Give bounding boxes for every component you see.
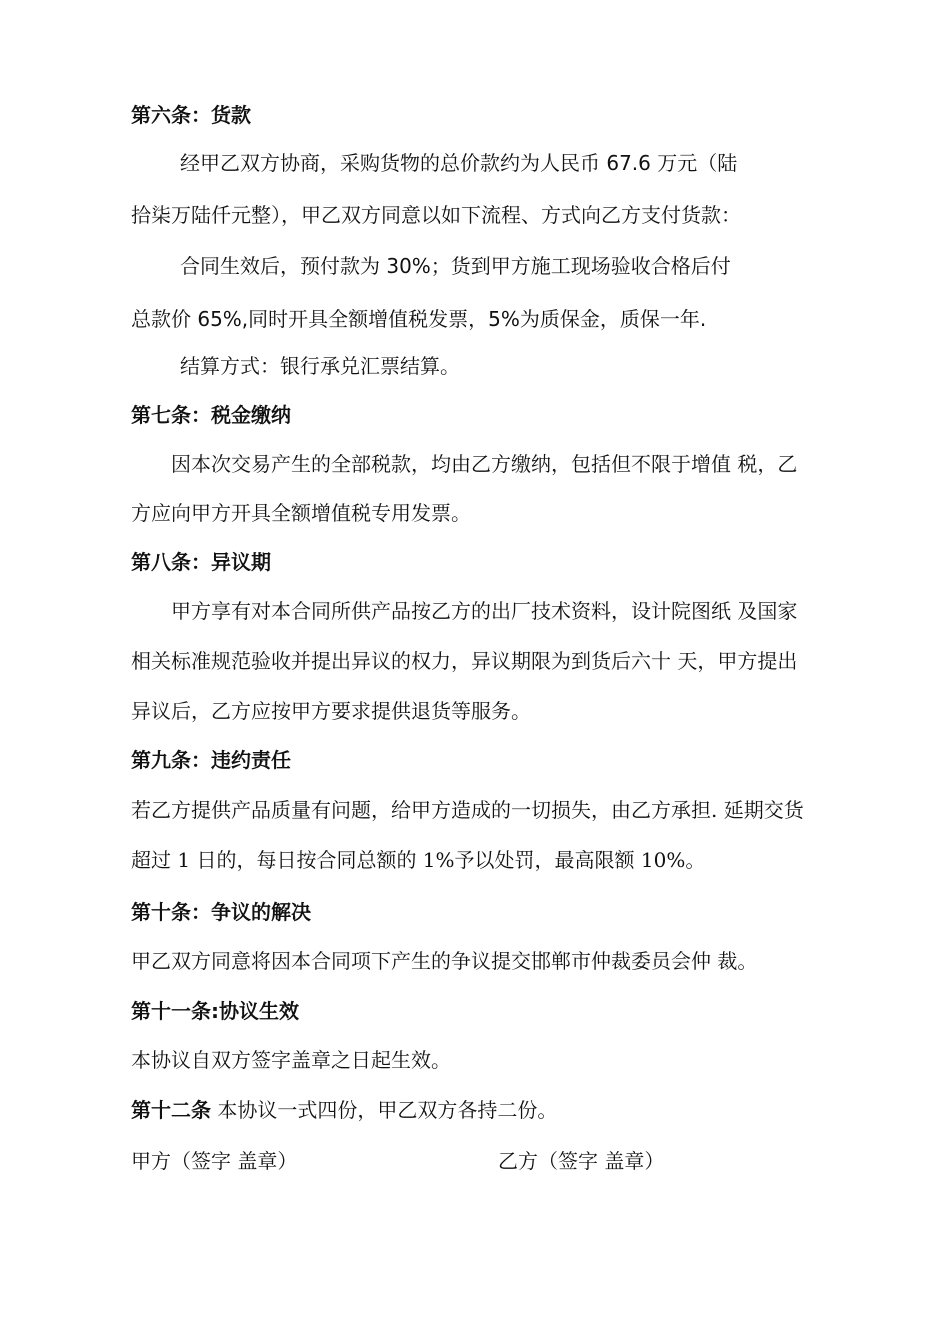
article-12-heading: 第十二条	[131, 1098, 211, 1122]
article-8-line-3: 异议后，乙方应按甲方要求提供退货等服务。	[131, 699, 531, 723]
article-6-settlement-method: 结算方式：银行承兑汇票结算。	[180, 354, 460, 378]
article-8-heading: 第八条：异议期	[131, 550, 271, 574]
article-6-paragraph-2-line-1: 合同生效后，预付款为 30%；货到甲方施工现场验收合格后付	[180, 254, 731, 278]
article-7-line-1: 因本次交易产生的全部税款，均由乙方缴纳，包括但不限于增值 税，乙	[171, 452, 798, 476]
article-6-paragraph-2-line-2: 总款价 65%,同时开具全额增值税发票，5%为质保金，质保一年.	[131, 307, 707, 331]
article-10-line-1: 甲乙双方同意将因本合同项下产生的争议提交邯郸市仲裁委员会仲 裁。	[131, 949, 758, 973]
article-11-line-1: 本协议自双方签字盖章之日起生效。	[131, 1048, 451, 1072]
article-8-line-2: 相关标准规范验收并提出异议的权力，异议期限为到货后六十 天，甲方提出	[131, 649, 798, 673]
article-9-line-1: 若乙方提供产品质量有问题，给甲方造成的一切损失，由乙方承担. 延期交货	[131, 798, 804, 822]
article-10-heading: 第十条：争议的解决	[131, 900, 311, 924]
article-9-line-2: 超过 1 日的，每日按合同总额的 1%予以处罚，最高限额 10%。	[131, 848, 706, 872]
article-6-heading: 第六条：货款	[131, 103, 251, 127]
article-12-text: 本协议一式四份，甲乙双方各持二份。	[211, 1098, 558, 1122]
article-11-heading: 第十一条:协议生效	[131, 999, 299, 1023]
party-b-signature-label: 乙方（签字 盖章）	[498, 1149, 665, 1173]
article-12	[131, 1097, 557, 1123]
article-6-paragraph-1-line-2: 拾柒万陆仟元整），甲乙双方同意以如下流程、方式向乙方支付货款：	[131, 203, 741, 227]
article-7-line-2: 方应向甲方开具全额增值税专用发票。	[131, 501, 471, 525]
article-9-heading: 第九条：违约责任	[131, 748, 291, 772]
party-a-signature-label: 甲方（签字 盖章）	[131, 1149, 298, 1173]
article-8-line-1: 甲方享有对本合同所供产品按乙方的出厂技术资料，设计院图纸 及国家	[171, 599, 798, 623]
article-6-paragraph-1-line-1: 经甲乙双方协商，采购货物的总价款约为人民币 67.6 万元（陆	[180, 151, 738, 175]
article-7-heading: 第七条：税金缴纳	[131, 403, 291, 427]
